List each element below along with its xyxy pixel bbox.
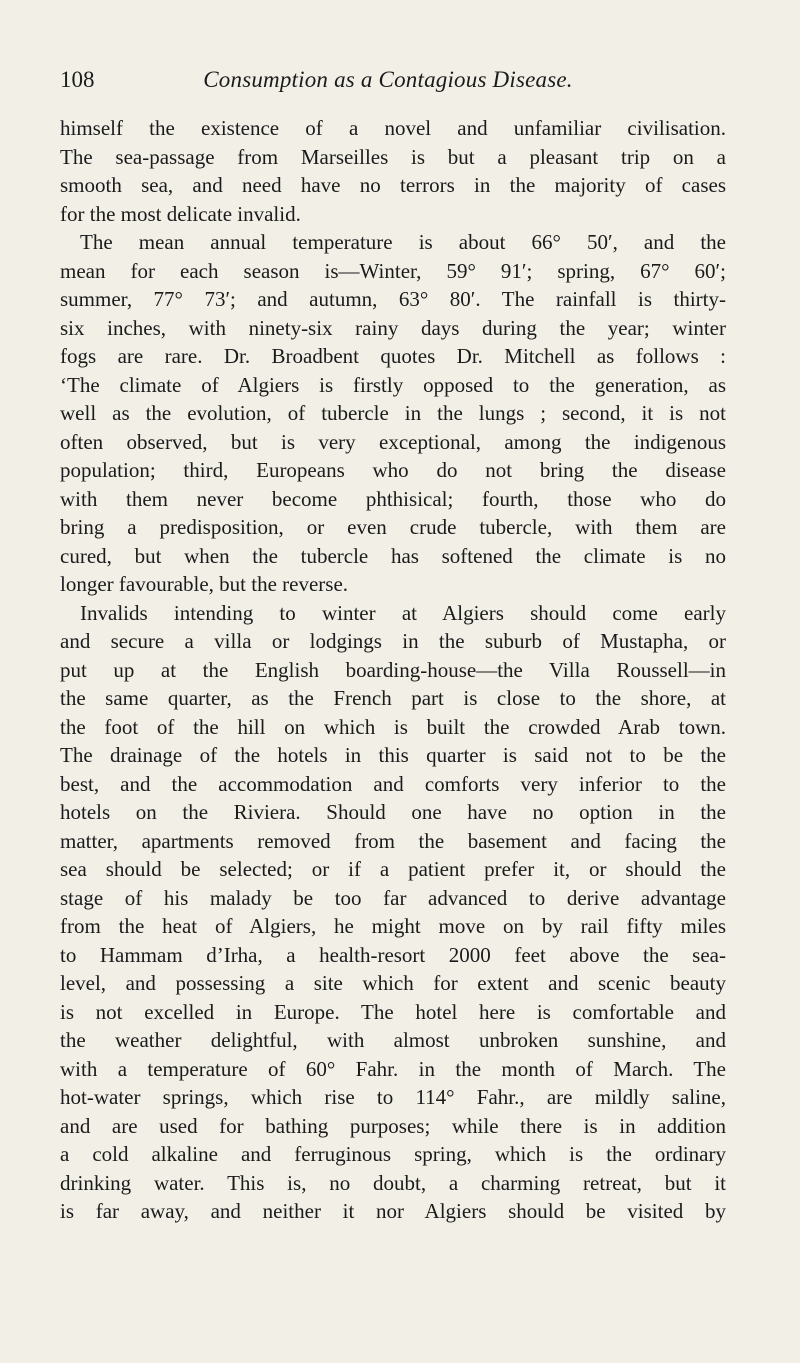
text-line: put up at the English boarding-house—the Villa Roussell—in xyxy=(60,657,726,682)
text-line: and secure a villa or lodgings in the suburb of Mustapha, or xyxy=(60,629,726,653)
text-line: The mean annual temperature is about 66° 50′, and the xyxy=(80,230,726,254)
text-line: The sea-passage from Marseilles is but a pleasant trip on a xyxy=(60,144,726,169)
text-line: stage of his malady be too far advanced to derive advantage xyxy=(60,885,726,910)
text-line: and are used for bathing purposes; while there is in addition xyxy=(60,1113,726,1138)
text-line: smooth sea, and need have no terrors in the majority of cases xyxy=(60,173,726,197)
running-title: Consumption as a Contagious Disease. xyxy=(203,67,573,92)
body-text xyxy=(60,114,726,1226)
text-line: sea should be selected; or if a patient prefer it, or should the xyxy=(60,857,726,881)
text-line: fogs are rare. Dr. Broadbent quotes Dr. Mitchell as follows : xyxy=(60,344,726,368)
text-line: from the heat of Algiers, he might move on by rail fifty miles xyxy=(60,914,726,938)
text-line: hot-water springs, which rise to 114° Fahr., are mildly saline, xyxy=(60,1085,726,1109)
text-line: population; third, Europeans who do not bring the disease xyxy=(60,458,726,482)
text-line: with a temperature of 60° Fahr. in the month of March. The xyxy=(60,1056,726,1081)
text-line: summer, 77° 73′; and autumn, 63° 80′. The rainfall is thirty- xyxy=(60,287,726,311)
text-line: mean for each season is—Winter, 59° 91′; spring, 67° 60′; xyxy=(60,258,726,283)
text-line: is not excelled in Europe. The hotel here is comfortable and xyxy=(60,999,726,1024)
text-line: often observed, but is very exceptional, among the indigenous xyxy=(60,429,726,454)
text-line: the same quarter, as the French part is close to the shore, at xyxy=(60,686,726,710)
text-line: longer favourable, but the reverse. xyxy=(60,572,349,596)
text-line: is far away, and neither it nor Algiers should be visited by xyxy=(60,1199,726,1223)
text-line: bring a predisposition, or even crude tubercle, with them are xyxy=(60,515,726,539)
text-line: drinking water. This is, no doubt, a charming retreat, but it xyxy=(60,1170,726,1195)
text-line: The drainage of the hotels in this quarter is said not to be the xyxy=(60,743,726,767)
text-line: matter, apartments removed from the basement and facing the xyxy=(60,828,726,853)
text-line: to Hammam d’Irha, a health-resort 2000 feet above the sea- xyxy=(60,942,726,967)
text-line: for the most delicate invalid. xyxy=(60,201,301,226)
text-line: a cold alkaline and ferruginous spring, which is the ordinary xyxy=(60,1142,726,1166)
text-line: ‘The climate of Algiers is firstly opposed to the generation, as xyxy=(60,372,726,397)
text-line: the foot of the hill on which is built the crowded Arab town. xyxy=(60,714,726,739)
page-number: 108 xyxy=(60,67,95,92)
text-line: best, and the accommodation and comforts very inferior to the xyxy=(60,771,726,796)
text-line: with them never become phthisical; fourth, those who do xyxy=(60,486,726,511)
text-line: level, and possessing a site which for extent and scenic beauty xyxy=(60,971,726,995)
text-line: well as the evolution, of tubercle in the lungs ; second, it is not xyxy=(60,401,726,425)
text-line: himself the existence of a novel and unfamiliar civilisation. xyxy=(60,116,726,140)
text-line: the weather delightful, with almost unbroken sunshine, and xyxy=(60,1028,726,1052)
text-line: hotels on the Riviera. Should one have no option in the xyxy=(60,800,726,824)
text-line: Invalids intending to winter at Algiers should come early xyxy=(80,600,726,625)
text-line: cured, but when the tubercle has softened the climate is no xyxy=(60,543,726,568)
text-line: six inches, with ninety-six rainy days during the year; winter xyxy=(60,315,726,340)
page-header xyxy=(60,62,716,98)
